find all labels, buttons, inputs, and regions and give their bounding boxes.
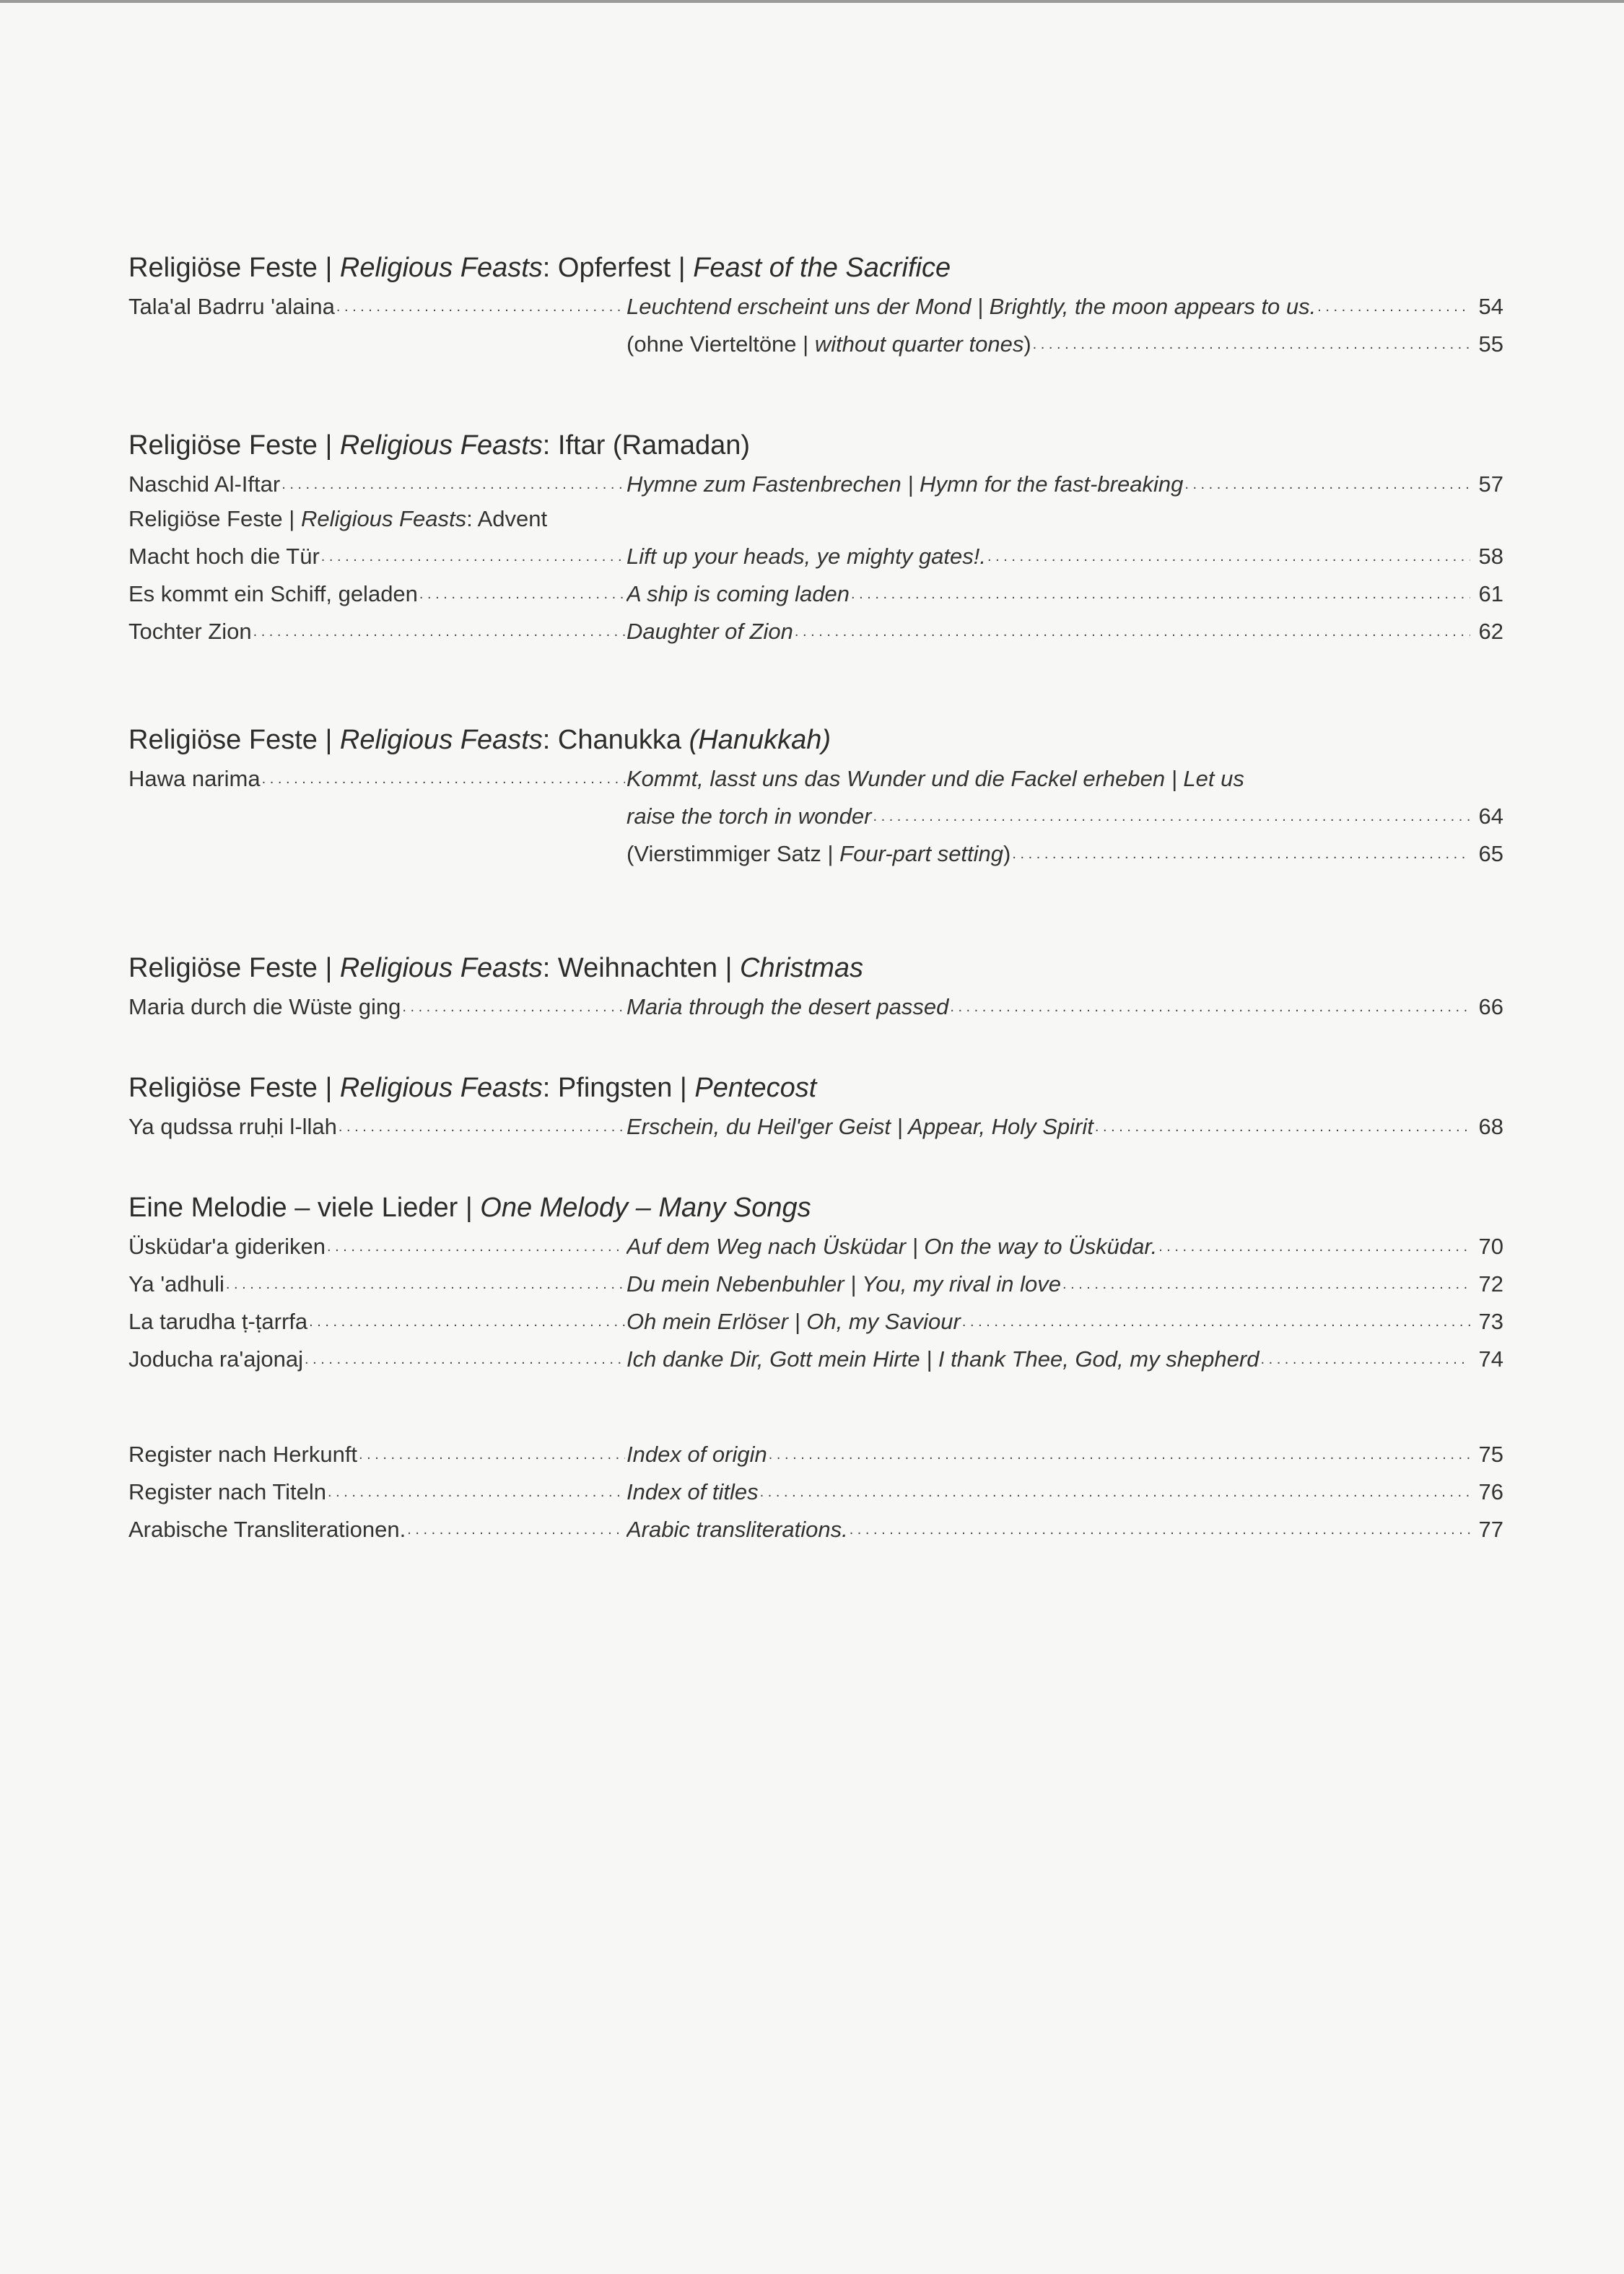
entry-translation-italic: Kommt, lasst uns das Wunder und die Fackel erheben | Let us: [627, 766, 1244, 791]
entry-translation-plain: (ohne Vierteltöne |: [627, 331, 815, 357]
section-title-italic: Religious Feasts: [339, 253, 543, 283]
section-title-italic-2: Pentecost: [694, 1073, 817, 1103]
entry-original-title-col: [128, 1107, 627, 1144]
dot-leader: [419, 574, 625, 611]
toc-entry: [128, 287, 1503, 324]
subheading-title: [128, 502, 1503, 536]
dot-leader: [1158, 1227, 1470, 1264]
entry-translation-col: [627, 1227, 1503, 1264]
entry-original-title-col: [128, 1434, 627, 1472]
entry-original-title: Macht hoch die Tür: [128, 544, 320, 569]
entry-original-title-col: [128, 1302, 627, 1339]
section-title-plain: Religiöse Feste |: [128, 1073, 340, 1103]
dot-leader: [795, 611, 1470, 649]
entry-original-title-col: [128, 574, 627, 611]
page-number: 62: [1478, 619, 1503, 644]
toc-entry: [128, 464, 1503, 502]
entry-translation: [627, 1267, 1061, 1302]
dot-leader: [1317, 287, 1470, 324]
dot-leader: [328, 1472, 625, 1510]
page-number: 64: [1478, 803, 1503, 829]
entry-original-title-col: [128, 287, 627, 324]
section-title-italic-2: Feast of the Sacrifice: [693, 253, 951, 283]
page-number: 57: [1478, 471, 1503, 497]
dot-leader: [402, 987, 625, 1024]
section-title-italic: One Melody – Many Songs: [480, 1193, 811, 1223]
entry-translation-italic: Maria through the desert passed: [627, 994, 949, 1019]
entry-original-title-col: [128, 759, 627, 796]
entry-translation: [627, 762, 1244, 796]
section-title-rest: : Pfingsten |: [542, 1073, 695, 1103]
section-title-rest: : Weihnachten |: [542, 953, 741, 983]
dot-leader: [873, 796, 1470, 834]
dot-leader: [321, 536, 625, 574]
entry-original-title: Tala'al Badrru 'alaina: [128, 294, 335, 319]
entry-translation-col: [627, 762, 1503, 796]
entry-translation: [627, 1475, 759, 1510]
page-number: 74: [1478, 1346, 1503, 1372]
entry-original-title-col: [128, 1510, 627, 1547]
entry-original-title: Es kommt ein Schiff, geladen: [128, 581, 418, 606]
toc-section: [128, 721, 1503, 871]
dot-leader: [760, 1472, 1470, 1510]
dot-leader: [1095, 1107, 1470, 1144]
section-title: [128, 427, 1503, 464]
entry-translation-italic: Index of origin: [627, 1442, 767, 1467]
entry-translation-col: [627, 1434, 1503, 1472]
entry-translation-col: [627, 287, 1503, 324]
page-number: 68: [1478, 1114, 1503, 1139]
entry-translation-italic: raise the torch in wonder: [627, 803, 872, 829]
section-title-plain: Religiöse Feste |: [128, 725, 340, 755]
register-entry: [128, 1510, 1503, 1547]
page-number: 65: [1478, 841, 1503, 866]
section-title: [128, 1189, 1503, 1227]
scan-top-edge: [0, 0, 1624, 3]
toc-section: [128, 1189, 1503, 1377]
entry-translation-italic: Erschein, du Heil'ger Geist | Appear, Holy Spirit: [627, 1114, 1093, 1139]
entry-translation-col: [627, 1339, 1503, 1377]
entry-original-title: Maria durch die Wüste ging: [128, 994, 401, 1019]
page-number: 55: [1478, 331, 1503, 357]
entry-translation-italic: Ich danke Dir, Gott mein Hirte | I thank Thee, God, my shepherd: [627, 1346, 1260, 1372]
toc-entry: [128, 987, 1503, 1024]
entry-translation-col: [627, 536, 1503, 574]
entry-translation: [627, 1110, 1093, 1144]
dot-leader: [336, 287, 625, 324]
entry-translation-plain-end: ): [1003, 841, 1011, 866]
entry-translation-col: [627, 611, 1503, 649]
page-number: 54: [1478, 294, 1503, 319]
section-title-italic: Religious Feasts: [339, 725, 543, 755]
entry-translation-italic: Four-part setting: [839, 841, 1004, 866]
dot-leader: [309, 1302, 625, 1339]
entry-translation-col: [627, 1107, 1503, 1144]
section-title-plain: Religiöse Feste |: [128, 430, 340, 461]
dot-leader: [226, 1264, 625, 1302]
dot-leader: [1012, 834, 1470, 871]
entry-translation: [627, 990, 948, 1024]
entry-translation: [627, 837, 1010, 871]
entry-translation-italic: Hymne zum Fastenbrechen | Hymn for the fast-breaking: [627, 471, 1184, 497]
entry-translation-col: [627, 987, 1503, 1024]
dot-leader: [253, 611, 625, 649]
entry-translation-italic: Du mein Nebenbuhler | You, my rival in love: [627, 1271, 1061, 1297]
toc-entry: [128, 1107, 1503, 1144]
entry-translation-italic: Leuchtend erscheint uns der Mond | Brightly, the moon appears to us.: [627, 294, 1317, 319]
section-title-plain: Religiöse Feste |: [128, 953, 340, 983]
entry-original-title: Üsküdar'a gideriken: [128, 1234, 326, 1259]
dot-leader: [1260, 1339, 1470, 1377]
entry-translation-col: [627, 834, 1503, 871]
page-number: 76: [1478, 1479, 1503, 1504]
section-title: [128, 721, 1503, 759]
section-title-rest: : Iftar (Ramadan): [542, 430, 751, 461]
entry-translation: [627, 1304, 961, 1339]
register-section: [128, 1434, 1503, 1547]
entry-translation-italic: without quarter tones: [814, 331, 1024, 357]
dot-leader: [359, 1434, 625, 1472]
entry-translation: [627, 1437, 767, 1472]
dot-leader: [407, 1510, 625, 1547]
toc-entry: [128, 1302, 1503, 1339]
entry-translation-col: [627, 1510, 1503, 1547]
page-number: 72: [1478, 1271, 1503, 1297]
entry-original-title: Ya qudssa rruḥi l-llah: [128, 1114, 337, 1139]
entry-translation: [627, 1342, 1259, 1377]
entry-original-title-col: [128, 1227, 627, 1264]
toc-entry: [128, 1339, 1503, 1377]
entry-translation-col: [627, 324, 1503, 362]
entry-translation: [627, 327, 1031, 362]
page-number: 66: [1478, 994, 1503, 1019]
entry-original-title-col: [128, 1472, 627, 1510]
entry-translation: [627, 1229, 1157, 1264]
toc-entry: [128, 611, 1503, 649]
entry-translation: [627, 577, 850, 611]
entry-original-title: Arabische Transliterationen.: [128, 1517, 406, 1542]
entry-original-title-col: [128, 536, 627, 574]
entry-original-title-col: [128, 987, 627, 1024]
toc-entry: [128, 759, 1503, 796]
entry-original-title: Tochter Zion: [128, 619, 252, 644]
section-title-italic: Religious Feasts: [339, 1073, 543, 1103]
entry-translation-plain: (Vierstimmiger Satz |: [627, 841, 840, 866]
dot-leader: [950, 987, 1470, 1024]
entry-original-title: Hawa narima: [128, 766, 261, 791]
entry-translation-col: [627, 1264, 1503, 1302]
toc-entry: [128, 536, 1503, 574]
entry-translation-italic: A ship is coming laden: [627, 581, 850, 606]
register-entry: [128, 1434, 1503, 1472]
dot-leader: [339, 1107, 625, 1144]
entry-original-title: Ya 'adhuli: [128, 1271, 224, 1297]
entry-translation-plain-end: ): [1023, 331, 1031, 357]
dot-leader: [1184, 464, 1470, 502]
toc-section: [128, 249, 1503, 362]
dot-leader: [1062, 1264, 1470, 1302]
entry-translation-italic: Lift up your heads, ye mighty gates!.: [627, 544, 986, 569]
toc-entry: [128, 324, 1503, 362]
toc-entry: [128, 796, 1503, 834]
page-number: 70: [1478, 1234, 1503, 1259]
entry-original-title: Naschid Al-Iftar: [128, 471, 281, 497]
dot-leader: [281, 464, 625, 502]
section-title-italic-2: Christmas: [740, 953, 864, 983]
entry-translation: [627, 614, 793, 649]
entry-translation-italic: Oh mein Erlöser | Oh, my Saviour: [627, 1309, 961, 1334]
section-title-italic-2: (Hanukkah): [689, 725, 831, 755]
section-title: [128, 949, 1503, 987]
dot-leader: [305, 1339, 625, 1377]
entry-translation-italic: Arabic transliterations.: [627, 1517, 848, 1542]
toc-entry: [128, 574, 1503, 611]
table-of-contents: [128, 249, 1503, 1547]
dot-leader: [327, 1227, 625, 1264]
section-title: [128, 249, 1503, 287]
dot-leader: [987, 536, 1470, 574]
toc-entry: [128, 1264, 1503, 1302]
register-entry: [128, 1472, 1503, 1510]
entry-translation: [627, 289, 1316, 324]
section-title-plain: Eine Melodie – viele Lieder |: [128, 1193, 481, 1223]
dot-leader: [262, 759, 625, 796]
entry-original-title: Register nach Herkunft: [128, 1442, 358, 1467]
entry-original-title: La tarudha ṭ-ṭarrfa: [128, 1309, 308, 1334]
entry-translation-italic: Auf dem Weg nach Üsküdar | On the way to Üsküdar.: [627, 1234, 1158, 1259]
toc-section: [128, 1069, 1503, 1144]
dot-leader: [851, 574, 1470, 611]
page-number: 77: [1478, 1517, 1503, 1542]
entry-translation: [627, 467, 1183, 502]
toc-section: [128, 427, 1503, 649]
page-number: 75: [1478, 1442, 1503, 1467]
subheading-title-italic: Religious Feasts: [300, 506, 467, 531]
page-number: 73: [1478, 1309, 1503, 1334]
section-title-rest: : Chanukka: [542, 725, 689, 755]
entry-translation-col: [627, 1302, 1503, 1339]
entry-translation: [627, 539, 986, 574]
page-number: 61: [1478, 581, 1503, 606]
toc-entry: [128, 1227, 1503, 1264]
section-title: [128, 1069, 1503, 1107]
dot-leader: [850, 1510, 1470, 1547]
section-title-rest: : Opferfest |: [542, 253, 694, 283]
section-title-plain: Religiöse Feste |: [128, 253, 340, 283]
entry-translation: [627, 799, 871, 834]
section-title-italic: Religious Feasts: [339, 430, 543, 461]
toc-entry: [128, 834, 1503, 871]
subheading-title-rest: : Advent: [466, 506, 548, 531]
entry-original-title-col: [128, 1339, 627, 1377]
entry-translation: [627, 1512, 848, 1547]
entry-translation-col: [627, 464, 1503, 502]
entry-original-title: Register nach Titeln: [128, 1479, 326, 1504]
subheading-title-plain: Religiöse Feste |: [128, 506, 301, 531]
dot-leader: [769, 1434, 1470, 1472]
entry-translation-col: [627, 1472, 1503, 1510]
dot-leader: [962, 1302, 1470, 1339]
entry-original-title-col: [128, 611, 627, 649]
section-title-italic: Religious Feasts: [339, 953, 543, 983]
entry-original-title-col: [128, 464, 627, 502]
entry-translation-col: [627, 796, 1503, 834]
dot-leader: [1033, 324, 1470, 362]
entry-translation-col: [627, 574, 1503, 611]
page-number: 58: [1478, 544, 1503, 569]
entry-original-title: Joducha ra'ajonaj: [128, 1346, 304, 1372]
entry-translation-italic: Daughter of Zion: [627, 619, 793, 644]
entry-translation-italic: Index of titles: [627, 1479, 759, 1504]
toc-section: [128, 949, 1503, 1024]
entry-original-title-col: [128, 1264, 627, 1302]
